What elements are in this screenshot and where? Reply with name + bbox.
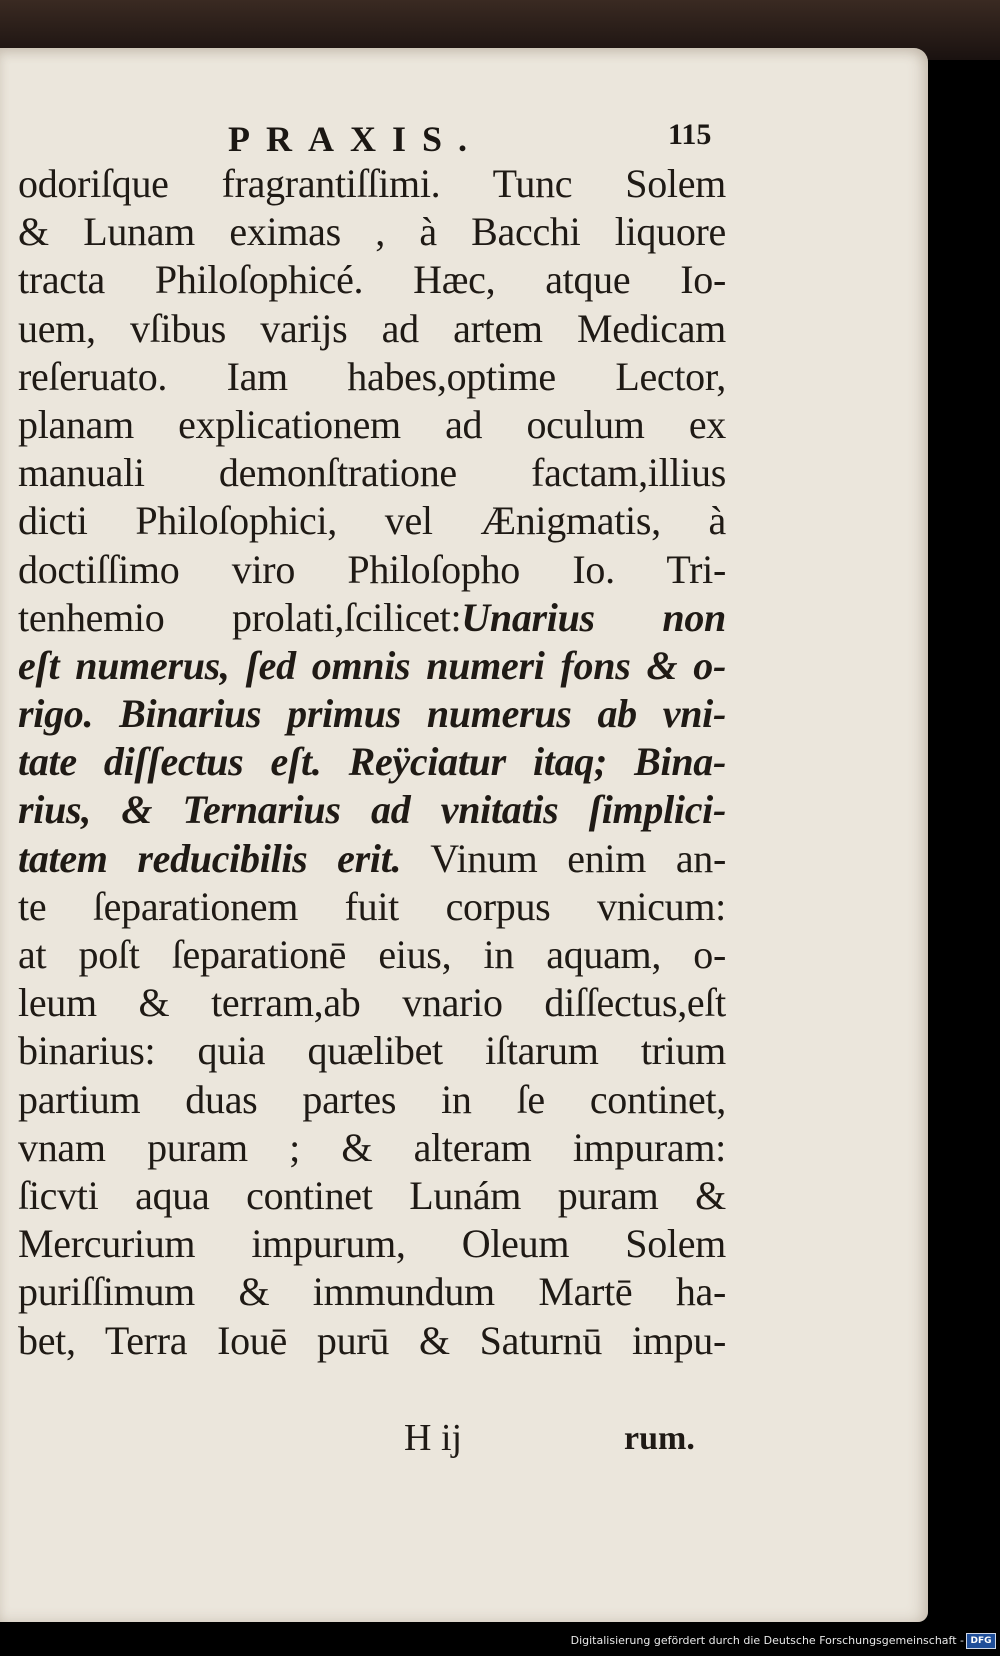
funding-credit: Digitalisierung gefördert durch die Deutsche Forschungsgemeinschaft - [570,1634,964,1647]
italic-text: rius, & Ternarius ad vnitatis ſimplici- [18,787,726,833]
italic-text: rigo. Binarius primus numerus ab vni- [18,691,726,737]
text-line [18,690,726,738]
roman-text: bet, Terra Iouē purū & Saturnū impu- [18,1317,726,1363]
roman-text: vnam puram ; & alteram impuram: [18,1124,726,1170]
text-line [18,642,726,690]
text-line [18,208,726,256]
text-line [18,835,726,883]
text-line [18,401,726,449]
page-number: 115 [668,118,712,151]
digitization-footer [0,1630,1000,1656]
roman-text: leum & terram,ab vnario diſſectus,eſt [18,980,726,1026]
roman-text: & Lunam eximas , à Bacchi liquore [18,209,726,255]
text-line [18,1124,726,1172]
roman-text: uem, vſibus varijs ad artem Medicam [18,305,726,351]
roman-text: reſeruato. Iam habes,optime Lector, [18,353,726,399]
text-line [18,353,726,401]
roman-text: partium duas partes in ſe continet, [18,1076,726,1122]
text-line [18,738,726,786]
text-line [18,160,726,208]
text-line [18,546,726,594]
roman-text: Mercurium impurum, Oleum Solem [18,1221,726,1267]
roman-text: te ſeparationem fuit corpus vnicum: [18,883,726,929]
text-line [18,449,726,497]
text-line [18,594,726,642]
text-line [18,497,726,545]
body-text [18,160,726,1365]
roman-text: dicti Philoſophici, vel Ænigmatis, à [18,498,726,544]
text-line [18,1076,726,1124]
roman-text: tracta Philoſophicé. Hæc, atque Io- [18,257,726,303]
roman-text: ſicvti aqua continet Lunám puram & [18,1172,726,1218]
roman-text: planam explicationem ad oculum ex [18,401,726,447]
text-line [18,305,726,353]
italic-text: Unarius non [461,594,726,640]
roman-text: manuali demonſtratione factam,illius [18,450,726,496]
roman-text: puriſſimum & immundum Martē ha- [18,1269,726,1315]
text-line [18,1220,726,1268]
book-page [0,48,928,1622]
text-line [18,1027,726,1075]
text-line [18,256,726,304]
italic-text: tate diſſectus eſt. Reÿciatur itaq; Bina- [18,739,726,785]
signature-line [0,1416,928,1466]
italic-text: tatem reducibilis erit. [18,835,402,881]
text-line [18,1268,726,1316]
roman-text: Vinum enim an- [401,835,726,881]
text-line [18,1172,726,1220]
text-line [18,883,726,931]
roman-text: odoriſque fragrantiſſimi. Tunc Solem [18,161,726,206]
running-title: PRAXIS. [228,119,484,159]
text-line [18,786,726,834]
roman-text: at poſt ſeparationē eius, in aquam, o- [18,932,726,977]
italic-text: eſt numerus, ſed omnis numeri fons & o- [18,642,726,688]
text-line [18,931,726,979]
roman-text: doctiſſimo viro Philoſopho Io. Tri- [18,546,726,592]
roman-text: tenhemio prolati,ſcilicet: [18,594,462,640]
text-line [18,1317,726,1365]
signature-mark: H ij [404,1417,463,1459]
roman-text: binarius: quia quælibet iſtarum trium [18,1028,726,1074]
dfg-logo: DFG [966,1633,996,1649]
catchword: rum. [624,1420,695,1457]
text-line [18,979,726,1027]
